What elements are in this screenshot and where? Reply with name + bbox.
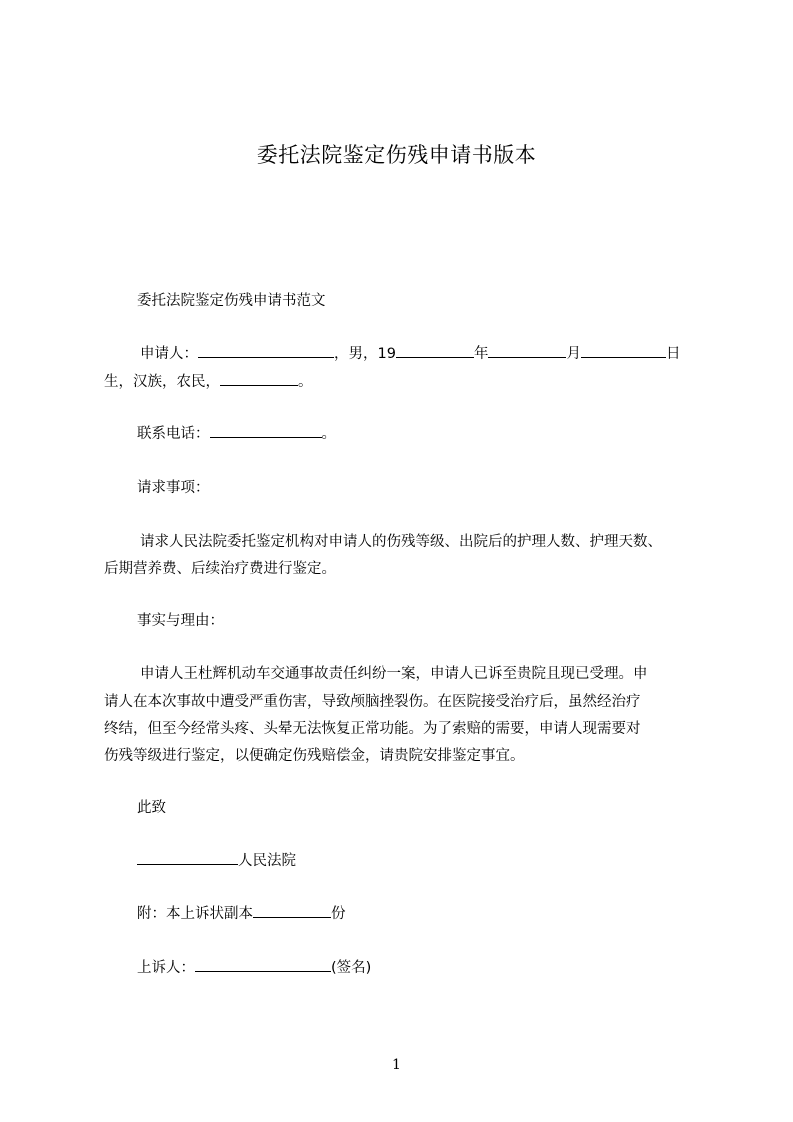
closing-salutation: 此致 <box>137 800 166 816</box>
year-label: 年 <box>473 346 489 362</box>
signer-label: 上诉人： <box>137 960 195 976</box>
attachment-unit: 份 <box>331 906 346 922</box>
applicant-name-blank <box>198 345 334 358</box>
applicant-label: 申请人： <box>140 346 198 362</box>
phone-label: 联系电话： <box>137 426 210 442</box>
sign-note: (签名) <box>331 960 372 976</box>
day-label: 日 <box>665 346 681 362</box>
facts-heading: 事实与理由： <box>137 613 224 629</box>
facts-line-1: 申请人王杜辉机动车交通事故责任纠纷一案，申请人已诉至贵院且现已受理。申 <box>140 666 648 682</box>
request-line-2: 后期营养费、后续治疗费进行鉴定。 <box>104 561 336 577</box>
request-line-1: 请求人民法院委托鉴定机构对申请人的伤残等级、出院后的护理人数、护理天数、 <box>140 534 662 550</box>
court-name-blank <box>137 852 238 865</box>
attachment-line <box>137 904 346 924</box>
applicant-line-end: 。 <box>298 374 313 390</box>
phone-line <box>137 424 336 444</box>
court-suffix: 人民法院 <box>238 853 296 869</box>
birth-year-blank <box>396 345 474 358</box>
facts-line-2: 请人在本次事故中遭受严重伤害，导致颅脑挫裂伤。在医院接受治疗后，虽然经治疗 <box>104 694 641 710</box>
phone-blank <box>210 425 322 438</box>
applicant-line-1 <box>140 344 680 364</box>
signer-line <box>137 958 371 978</box>
birth-day-blank <box>581 345 666 358</box>
birth-month-blank <box>488 345 566 358</box>
facts-line-4: 伤残等级进行鉴定，以便确定伤残赔偿金，请贵院安排鉴定事宜。 <box>104 748 525 764</box>
applicant-gender: ，男，19 <box>334 346 396 362</box>
signer-name-blank <box>195 959 331 972</box>
request-heading: 请求事项： <box>137 480 210 496</box>
facts-line-3: 终结，但至今经常头疼、头晕无法恢复正常功能。为了索赔的需要，申请人现需要对 <box>104 721 641 737</box>
page-number: 1 <box>392 1057 401 1073</box>
month-label: 月 <box>566 346 581 362</box>
court-line <box>137 851 296 871</box>
attachment-count-blank <box>253 905 331 918</box>
applicant-line-2 <box>104 372 313 392</box>
document-subtitle: 委托法院鉴定伤残申请书范文 <box>137 293 326 309</box>
applicant-address-blank <box>220 373 298 386</box>
attachment-label: 附：本上诉状副本 <box>137 906 253 922</box>
document-title: 委托法院鉴定伤残申请书版本 <box>256 143 537 167</box>
applicant-ethnicity: 生，汉族，农民， <box>104 374 220 390</box>
phone-end: 。 <box>321 426 336 442</box>
